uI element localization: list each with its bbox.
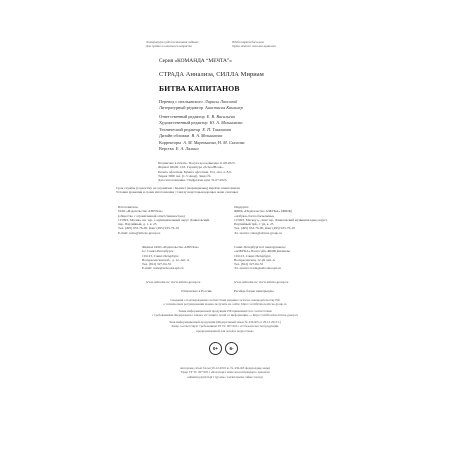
translator-label: Перевод с итальянского [159, 99, 203, 104]
manufacturer-right: Өндіруші: ЖШҚ «Издательство АЗБУКА» (ЖШҚ) «Азбука» баспа басылымы» 115093, Мәскеу қ., ішкі тер. Даниловский муниципалдық округі, Партийный тұй., 1 үй, к. 25 Тел. (495) 933-76-00, факс (495) 933-76-19 Эл. пошта: sales@atticus-group.ru [234, 205, 328, 235]
translator-block [159, 99, 243, 112]
certification-note: Сведения о подтверждении соответствия издания согласно законодательству РФ о техническом регулировании можно получить на сайте: https://certification.atticus-group.ru [163, 298, 287, 307]
imprint-line: Әдеби көркем басылым [232, 40, 264, 44]
branch-left: Филиал ООО «Издательство АЗБУКА» в г. Санкт-Петербурге 191123, Санкт-Петербург, Воскресенская наб., д. 12, лит. А Тел. (812) 327-04-55 E-mail: trade@azbooka.spb.ru [142, 245, 199, 271]
age-rating-0-icon: 0+ [209, 342, 222, 355]
info-sign-note: Знаки информационной продукции РФ применяются в соответствии с требованиями Федерального закона «О защите детей от информации...» https://certification.atticus-group.ru [151, 309, 299, 318]
staff-row: Художественный редактор Ю. А. Мельникова [159, 120, 243, 126]
age-rating-6-icon: 6- [225, 342, 238, 355]
manufacturer-left: Изготовитель: ООО «Издательство АЗБУКА» (общество с ограниченной ответственностью) 115093, Москва, вн. тер. г. муниципальный округ Даниловский, пер. Партийный, д. 1, к. 25 Тел. (495) 933-76-00, факс (495) 933-76-19 E-mail: sales@atticus-group.ru [118, 205, 210, 235]
lit-editor-label: Литературный редактор [159, 105, 203, 111]
top-left-imprint [146, 40, 199, 49]
website-right: www.azbooka.ru; www.atticus-group.ru [234, 280, 289, 284]
staff-row: Технический редактор Е. П. Тимашова [159, 126, 232, 132]
printed-in-right: Ресейде басып шығарылды [234, 289, 274, 293]
book-title: БИТВА КАПИТАНОВ [159, 84, 240, 93]
imprint-line: Для среднего школьного возраста [146, 44, 192, 49]
staff-row: Корректоры А. М. Мартынова, Н. М. Смолова [159, 139, 245, 145]
staff-row: Верстка Е. А. Ляхина [159, 146, 199, 152]
shelf-life: Срок службы (годности): не ограничен / Қызмет (жарамдылық) мерзімі: шектелмеген Условия хранения и сроки изготовления / Сақтау шарттарын қараңыз және сақтаңыз [116, 186, 240, 195]
translator-name: Ларисы Лаосовой [204, 99, 238, 104]
staff-block [159, 114, 245, 152]
top-right-imprint [232, 40, 276, 49]
kz-info-note: Знак информационной продукции (Федеральный закон № 436-ФЗ от 29.12.2010 г.) Товар соответствует требованиям ТР ТС 007/2011 «О безопасности продукции, предназначенной для детей и подростков» [169, 320, 281, 333]
branch-right: Санкт-Петербургтегі шығарушысы: «АЗБУКА» Баспа үйі» ЖШҚ филиалы 191123, Санкт-Петербург, Воскресенская, 12-үй лит. А Тел. (812) 327-04-55 Эл. пошта: trade@azbooka.spb.ru [234, 245, 290, 271]
authors-line: СТРАДА Аннализа, СИЛЛА Мириам [159, 71, 264, 78]
imprint-line: Литература художественная издание [146, 40, 199, 44]
print-info: Подписано в печать / Басуға қол қойылды 11.08.2023. Формат 60x90 1/16. Гарнитура «SchoolBook». Печать офсетная. Бумага офсетная. Усл. печ. л. 8,0. Тираж 3000 экз. (1-3 завод). Заказ № Дата изготовления / Өндірілген күні 31.07.2023. [158, 161, 236, 183]
staff-row: Ответственный редактор Е. В. Васильева [159, 114, 235, 119]
staff-row: Дизайн обложки В. А. Мельникова [159, 133, 223, 139]
series-line: Серия «КОМАНДА “МЕЧТА”» [159, 58, 232, 64]
printed-in-left: Отпечатано в России. [181, 289, 213, 293]
imprint-line: Орта мектеп жасына арналған [232, 44, 276, 49]
footer-note: Авторлық сатып басы (29.12.2010 ж. № 436-ФЗ федералдық заңы) Тауар ТР ТС 007/2011 «Балаларға және жасөспірімдерге арналған өнімнің қауіпсіздігі туралы» талаптарына сәйкес келеді [180, 366, 270, 379]
website-left: www.azbooka.ru; www.atticus-group.ru [146, 280, 201, 284]
lit-editor-name: Анастасия Кашкиер [205, 105, 243, 111]
